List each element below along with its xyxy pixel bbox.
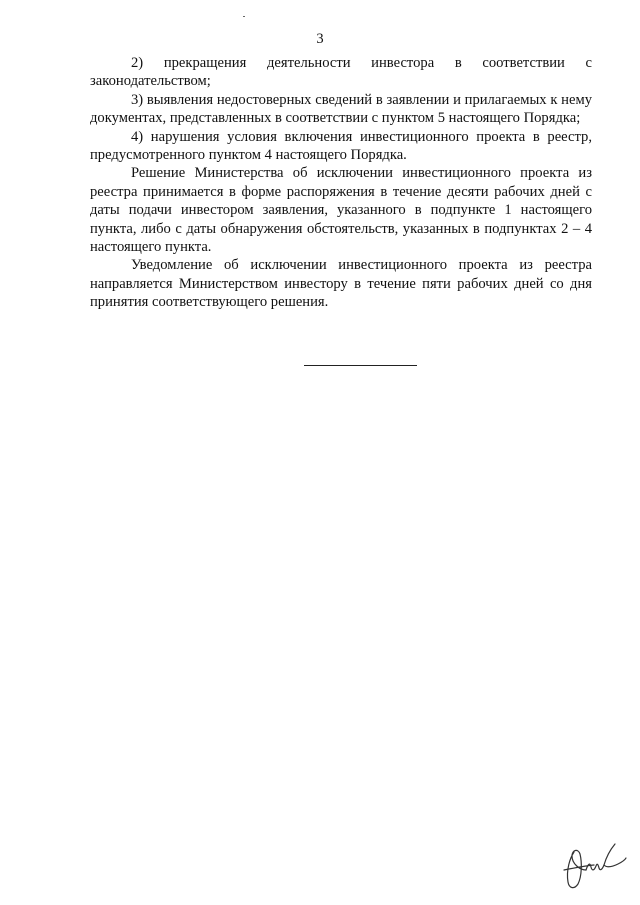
- end-of-text-rule: [304, 365, 417, 366]
- paragraph-decision: Решение Министерства об исключении инвестиционного проекта из реестра принимается в форме распоряжения в течение десяти рабочих дней с даты подачи инвестором заявления, указанного в подпункте 1 настоящего пункта, либо с даты обнаружения обстоятельств, указанных в подпунктах 2 – 4 настоящего пункта.: [90, 165, 592, 256]
- paragraph-item-3: 3) выявления недостоверных сведений в заявлении и прилагаемых к нему документах, представленных в соответствии с пунктом 5 настоящего Порядка;: [90, 91, 592, 127]
- page-number: 3: [316, 31, 324, 47]
- document-body: [90, 54, 592, 312]
- scan-speck: [243, 16, 245, 17]
- handwritten-signature-icon: [560, 840, 630, 895]
- paragraph-item-2: 2) прекращения деятельности инвестора в соответствии с законодательством;: [90, 55, 592, 90]
- paragraph-item-4: 4) нарушения условия включения инвестиционного проекта в реестр, предусмотренного пунктом 4 настоящего Порядка.: [90, 128, 592, 164]
- paragraph-notification: Уведомление об исключении инвестиционного проекта из реестра направляется Министерством инвестору в течение пяти рабочих дней со дня принятия соответствующего решения.: [90, 257, 592, 311]
